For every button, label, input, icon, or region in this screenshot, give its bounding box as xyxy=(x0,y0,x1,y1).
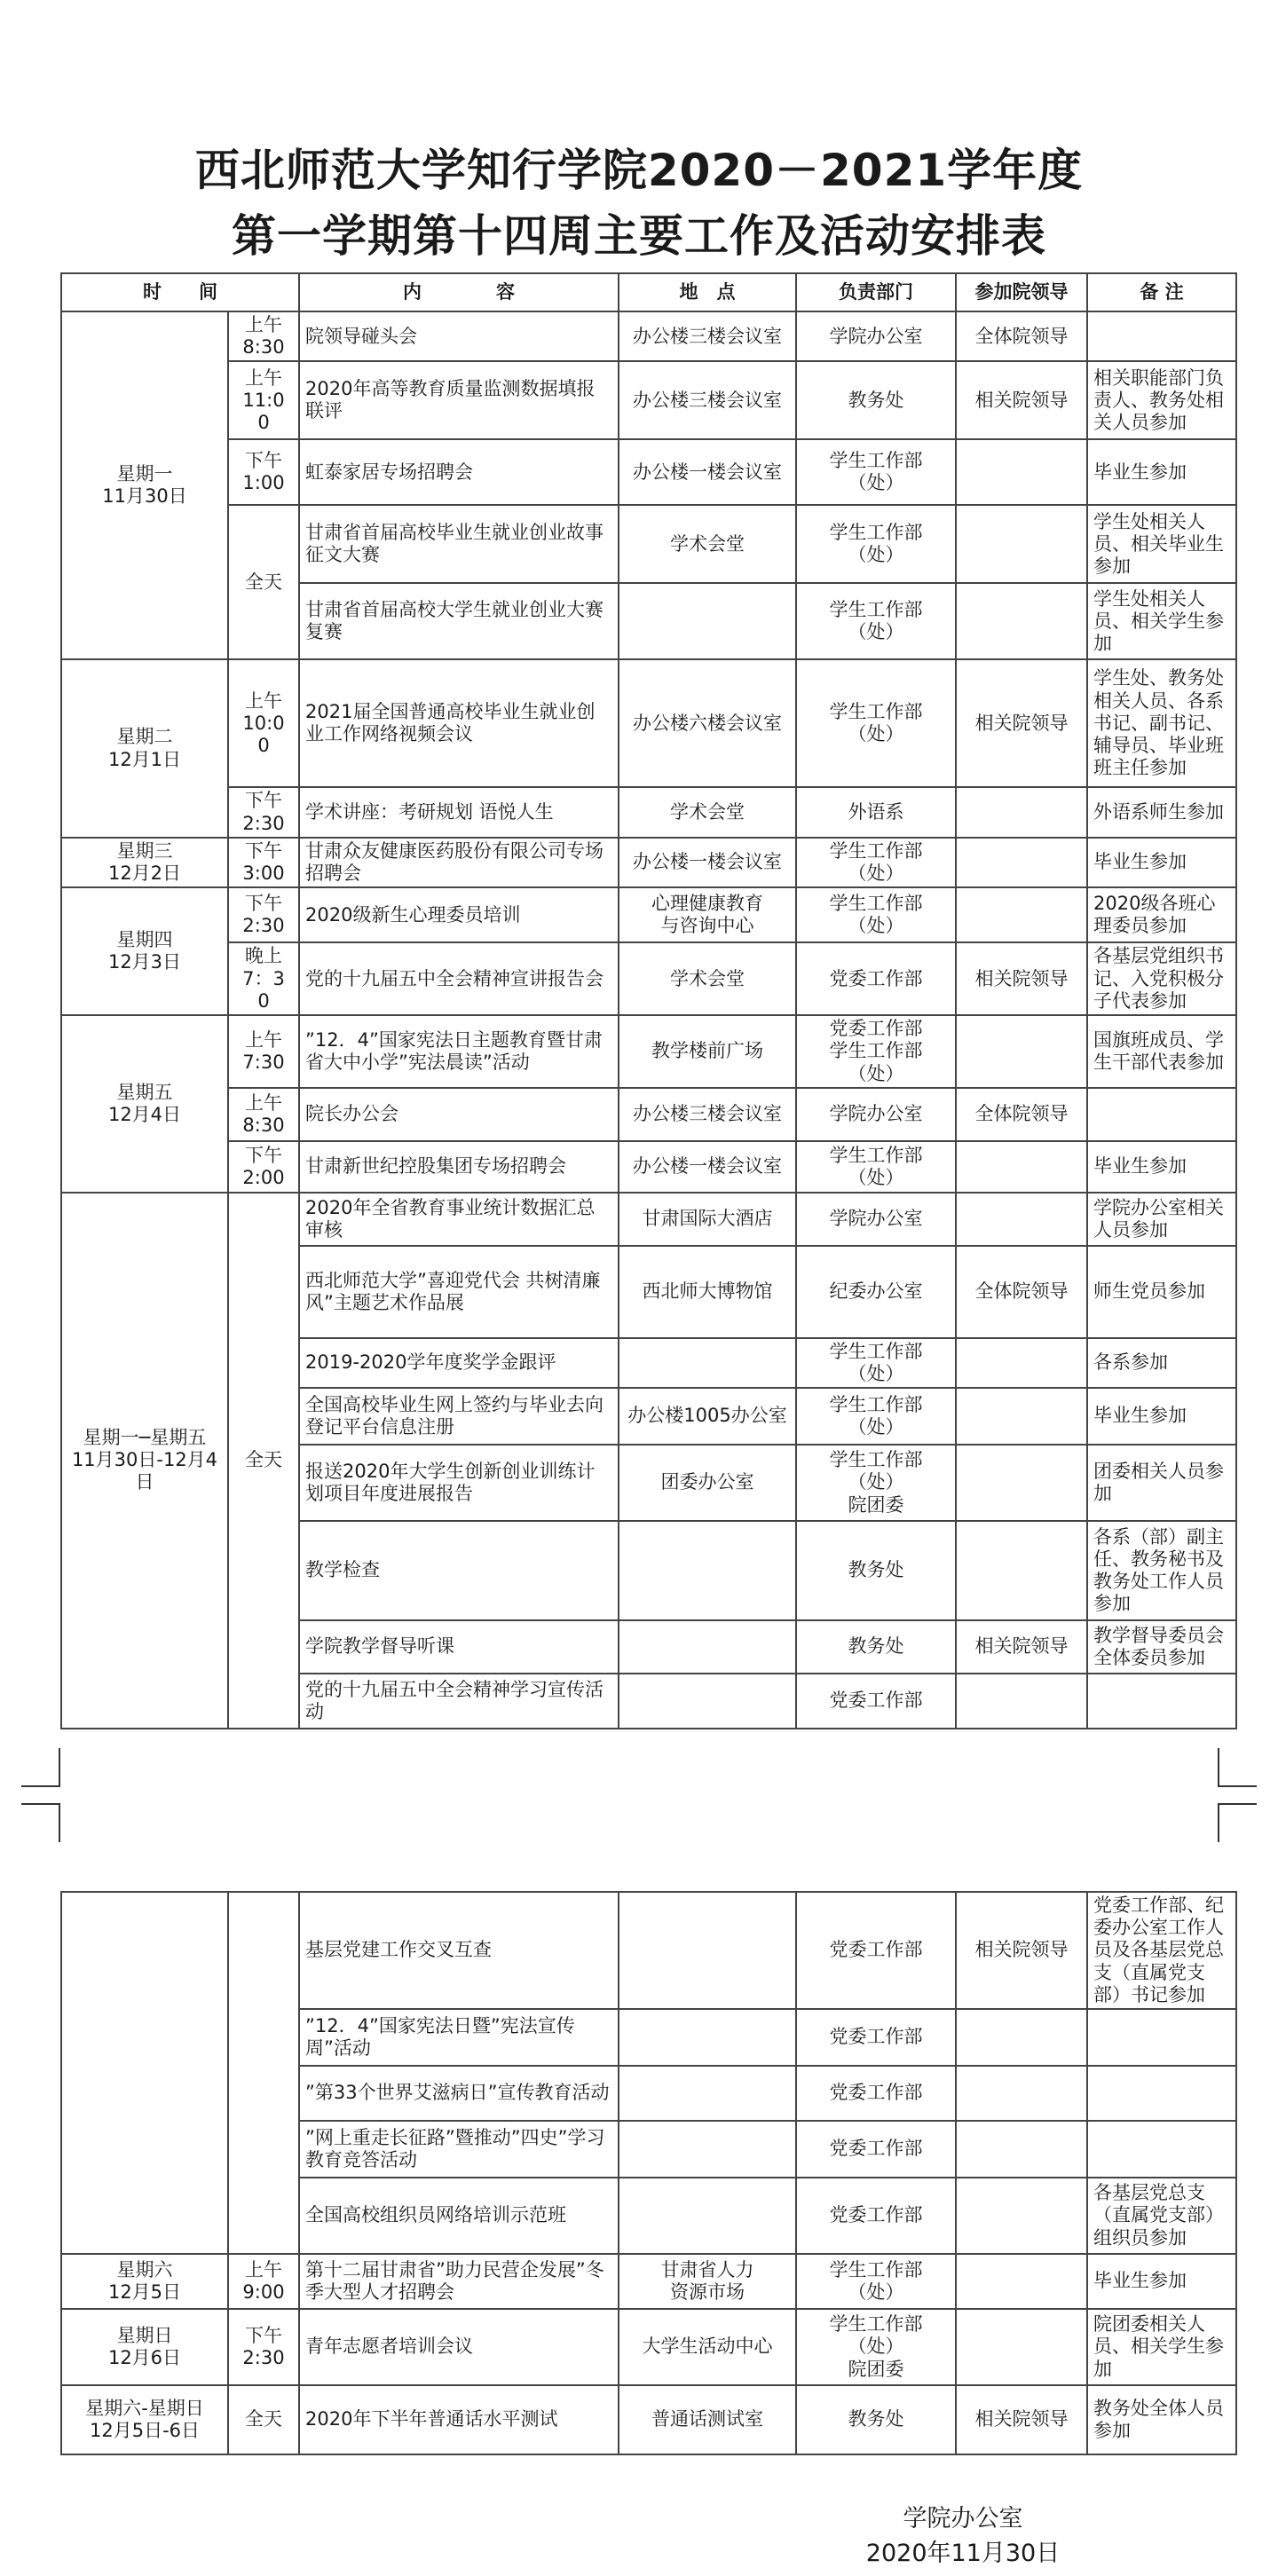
header-time: 时 间 xyxy=(61,273,299,311)
event-cell: 甘肃新世纪控股集团专场招聘会 xyxy=(299,1141,619,1193)
event-cell: ”12．4”国家宪法日暨”宪法宣传周”活动 xyxy=(299,2009,619,2066)
leader-cell xyxy=(956,1388,1087,1445)
dept-cell: 教务处 xyxy=(796,1521,956,1620)
dept-cell: 党委工作部 xyxy=(796,2121,956,2178)
schedule-table-page1 xyxy=(60,272,1237,1729)
header-content: 内 容 xyxy=(299,273,619,311)
leader-cell xyxy=(956,1674,1087,1729)
note-cell: 团委相关人员参加 xyxy=(1087,1445,1236,1521)
dept-cell: 学生工作部 （处） xyxy=(796,1338,956,1388)
leader-cell xyxy=(956,583,1087,659)
leader-cell xyxy=(956,2066,1087,2121)
note-cell xyxy=(1087,311,1236,361)
location-cell: 甘肃省人力 资源市场 xyxy=(619,2254,796,2309)
crop-mark xyxy=(21,1748,60,1787)
dept-cell: 党委工作部 xyxy=(796,1892,956,2009)
event-cell: 2019-2020学年度奖学金跟评 xyxy=(299,1338,619,1388)
time-slot: 上午 11:0 0 xyxy=(228,361,299,439)
location-cell: 心理健康教育 与咨询中心 xyxy=(619,887,796,942)
leader-cell: 相关院领导 xyxy=(956,659,1087,787)
location-cell: 学术会堂 xyxy=(619,505,796,583)
event-cell: 2020级新生心理委员培训 xyxy=(299,887,619,942)
note-cell: 国旗班成员、学生干部代表参加 xyxy=(1087,1015,1236,1088)
event-cell: 2020年下半年普通话水平测试 xyxy=(299,2385,619,2454)
leader-cell: 全体院领导 xyxy=(956,1088,1087,1141)
time-slot: 下午 2:30 xyxy=(228,787,299,837)
time-slot: 上午 7:30 xyxy=(228,1015,299,1088)
dept-cell: 学生工作部 （处） xyxy=(796,838,956,887)
location-cell: 团委办公室 xyxy=(619,1445,796,1521)
header-location: 地 点 xyxy=(619,273,796,311)
location-cell xyxy=(619,1620,796,1674)
location-cell: 大学生活动中心 xyxy=(619,2309,796,2385)
note-cell: 相关职能部门负责人、教务处相关人员参加 xyxy=(1087,361,1236,439)
time-slot: 全天 xyxy=(228,505,299,659)
note-cell xyxy=(1087,1088,1236,1141)
time-slot: 全天 xyxy=(228,1193,299,1729)
leader-cell: 相关院领导 xyxy=(956,1620,1087,1674)
crop-mark xyxy=(1218,1803,1257,1842)
event-cell: 甘肃众友健康医药股份有限公司专场招聘会 xyxy=(299,838,619,887)
dept-cell: 党委工作部 xyxy=(796,2066,956,2121)
note-cell: 院团委相关人员、相关学生参加 xyxy=(1087,2309,1236,2385)
location-cell: 办公楼一楼会议室 xyxy=(619,838,796,887)
day-cell: 星期二 12月1日 xyxy=(61,659,228,837)
leader-cell xyxy=(956,838,1087,887)
day-cell-continued xyxy=(61,1892,228,2254)
leader-cell xyxy=(956,1193,1087,1246)
location-cell: 教学楼前广场 xyxy=(619,1015,796,1088)
event-cell: 第十二届甘肃省”助力民营企发展”冬季大型人才招聘会 xyxy=(299,2254,619,2309)
leader-cell xyxy=(956,2254,1087,2309)
location-cell: 西北师大博物馆 xyxy=(619,1246,796,1338)
leader-cell xyxy=(956,2178,1087,2254)
location-cell: 办公楼三楼会议室 xyxy=(619,311,796,361)
leader-cell: 相关院领导 xyxy=(956,2385,1087,2454)
time-slot: 上午 10:0 0 xyxy=(228,659,299,787)
event-cell: 院领导碰头会 xyxy=(299,311,619,361)
location-cell: 学术会堂 xyxy=(619,942,796,1015)
note-cell: 师生党员参加 xyxy=(1087,1246,1236,1338)
page-break xyxy=(0,1727,1278,1891)
leader-cell: 相关院领导 xyxy=(956,1892,1087,2009)
location-cell: 甘肃国际大酒店 xyxy=(619,1193,796,1246)
location-cell xyxy=(619,1892,796,2009)
leader-cell xyxy=(956,887,1087,942)
dept-cell: 学院办公室 xyxy=(796,311,956,361)
note-cell: 教务处全体人员参加 xyxy=(1087,2385,1236,2454)
event-cell: 院长办公会 xyxy=(299,1088,619,1141)
dept-cell: 党委工作部 xyxy=(796,2009,956,2066)
leader-cell xyxy=(956,439,1087,505)
footer-office: 学院办公室 xyxy=(903,2505,1023,2533)
leader-cell xyxy=(956,2121,1087,2178)
time-slot: 下午 2:00 xyxy=(228,1141,299,1193)
time-slot: 全天 xyxy=(228,2385,299,2454)
event-cell: 2020年全省教育事业统计数据汇总审核 xyxy=(299,1193,619,1246)
time-slot: 上午 8:30 xyxy=(228,311,299,361)
dept-cell: 纪委办公室 xyxy=(796,1246,956,1338)
dept-cell: 党委工作部 xyxy=(796,2178,956,2254)
location-cell xyxy=(619,1521,796,1620)
dept-cell: 教务处 xyxy=(796,361,956,439)
header-note: 备 注 xyxy=(1087,273,1236,311)
note-cell: 各基层党组织书记、入党积极分子代表参加 xyxy=(1087,942,1236,1015)
dept-cell: 党委工作部 xyxy=(796,1674,956,1729)
location-cell: 办公楼三楼会议室 xyxy=(619,361,796,439)
day-cell: 星期日 12月6日 xyxy=(61,2309,228,2385)
event-cell: 党的十九届五中全会精神宣讲报告会 xyxy=(299,942,619,1015)
location-cell xyxy=(619,1338,796,1388)
leader-cell: 相关院领导 xyxy=(956,361,1087,439)
dept-cell: 党委工作部 xyxy=(796,942,956,1015)
event-cell: 学术讲座：考研规划 语悦人生 xyxy=(299,787,619,837)
location-cell xyxy=(619,2066,796,2121)
note-cell: 党委工作部、纪委办公室工作人员及各基层党总支（直属党支部）书记参加 xyxy=(1087,1892,1236,2009)
location-cell xyxy=(619,2009,796,2066)
leader-cell xyxy=(956,1015,1087,1088)
footer-date: 2020年11月30日 xyxy=(865,2540,1061,2567)
dept-cell: 学生工作部 （处） xyxy=(796,1141,956,1193)
note-cell: 毕业生参加 xyxy=(1087,838,1236,887)
dept-cell: 学院办公室 xyxy=(796,1193,956,1246)
time-slot: 上午 9:00 xyxy=(228,2254,299,2309)
leader-cell xyxy=(956,1521,1087,1620)
page-title-line1: 西北师范大学知行学院2020－2021学年度 xyxy=(194,145,1084,196)
page-title-line2: 第一学期第十四周主要工作及活动安排表 xyxy=(232,210,1046,262)
note-cell: 各系（部）副主任、教务秘书及教务处工作人员参加 xyxy=(1087,1521,1236,1620)
event-cell: 甘肃省首届高校大学生就业创业大赛复赛 xyxy=(299,583,619,659)
day-cell: 星期六-星期日 12月5日-6日 xyxy=(61,2385,228,2454)
event-cell: 青年志愿者培训会议 xyxy=(299,2309,619,2385)
note-cell xyxy=(1087,2066,1236,2121)
note-cell xyxy=(1087,1674,1236,1729)
event-cell: 学院教学督导听课 xyxy=(299,1620,619,1674)
note-cell: 毕业生参加 xyxy=(1087,2254,1236,2309)
time-slot: 下午 2:30 xyxy=(228,2309,299,2385)
event-cell: ”网上重走长征路”暨推动”四史”学习教育竞答活动 xyxy=(299,2121,619,2178)
event-cell: 2020年高等教育质量监测数据填报联评 xyxy=(299,361,619,439)
dept-cell: 学生工作部 （处） xyxy=(796,1388,956,1445)
event-cell: 西北师范大学”喜迎党代会 共树清廉风”主题艺术作品展 xyxy=(299,1246,619,1338)
time-slot: 上午 8:30 xyxy=(228,1088,299,1141)
leader-cell xyxy=(956,2309,1087,2385)
dept-cell: 教务处 xyxy=(796,1620,956,1674)
location-cell: 办公楼一楼会议室 xyxy=(619,439,796,505)
note-cell: 学生处相关人员、相关学生参加 xyxy=(1087,583,1236,659)
note-cell: 教学督导委员会全体委员参加 xyxy=(1087,1620,1236,1674)
event-cell: 报送2020年大学生创新创业训练计划项目年度进展报告 xyxy=(299,1445,619,1521)
event-cell: ”第33个世界艾滋病日”宣传教育活动 xyxy=(299,2066,619,2121)
header-dept: 负责部门 xyxy=(796,273,956,311)
note-cell: 外语系师生参加 xyxy=(1087,787,1236,837)
dept-cell: 党委工作部 学生工作部 （处） xyxy=(796,1015,956,1088)
dept-cell: 学生工作部 （处） 院团委 xyxy=(796,1445,956,1521)
schedule-table-page2 xyxy=(60,1891,1237,2455)
event-cell: 虹泰家居专场招聘会 xyxy=(299,439,619,505)
note-cell: 学院办公室相关人员参加 xyxy=(1087,1193,1236,1246)
event-cell: 全国高校组织员网络培训示范班 xyxy=(299,2178,619,2254)
note-cell xyxy=(1087,2121,1236,2178)
event-cell: 教学检查 xyxy=(299,1521,619,1620)
leader-cell xyxy=(956,1445,1087,1521)
time-slot: 下午 3:00 xyxy=(228,838,299,887)
dept-cell: 学生工作部 （处） xyxy=(796,505,956,583)
leader-cell: 全体院领导 xyxy=(956,311,1087,361)
time-slot-continued xyxy=(228,1892,299,2254)
event-cell: 全国高校毕业生网上签约与毕业去向登记平台信息注册 xyxy=(299,1388,619,1445)
location-cell: 办公楼六楼会议室 xyxy=(619,659,796,787)
note-cell: 毕业生参加 xyxy=(1087,439,1236,505)
time-slot: 下午 2:30 xyxy=(228,887,299,942)
event-cell: ”12．4”国家宪法日主题教育暨甘肃省大中小学”宪法晨读”活动 xyxy=(299,1015,619,1088)
event-cell: 基层党建工作交叉互查 xyxy=(299,1892,619,2009)
event-cell: 党的十九届五中全会精神学习宣传活动 xyxy=(299,1674,619,1729)
time-slot: 下午 1:00 xyxy=(228,439,299,505)
leader-cell xyxy=(956,1338,1087,1388)
note-cell: 各系参加 xyxy=(1087,1338,1236,1388)
crop-mark xyxy=(21,1803,60,1842)
note-cell xyxy=(1087,2009,1236,2066)
dept-cell: 学生工作部 （处） 院团委 xyxy=(796,2309,956,2385)
crop-mark xyxy=(1218,1748,1257,1787)
note-cell: 各基层党总支（直属党支部）组织员参加 xyxy=(1087,2178,1236,2254)
day-cell: 星期三 12月2日 xyxy=(61,838,228,887)
dept-cell: 外语系 xyxy=(796,787,956,837)
day-cell: 星期一─星期五 11月30日-12月4日 xyxy=(61,1193,228,1729)
day-cell: 星期六 12月5日 xyxy=(61,2254,228,2309)
leader-cell xyxy=(956,787,1087,837)
location-cell: 办公楼一楼会议室 xyxy=(619,1141,796,1193)
location-cell xyxy=(619,583,796,659)
note-cell: 毕业生参加 xyxy=(1087,1141,1236,1193)
leader-cell: 全体院领导 xyxy=(956,1246,1087,1338)
note-cell: 毕业生参加 xyxy=(1087,1388,1236,1445)
note-cell: 2020级各班心理委员参加 xyxy=(1087,887,1236,942)
location-cell: 学术会堂 xyxy=(619,787,796,837)
event-cell: 2021届全国普通高校毕业生就业创业工作网络视频会议 xyxy=(299,659,619,787)
note-cell: 学生处、教务处相关人员、各系书记、副书记、辅导员、毕业班班主任参加 xyxy=(1087,659,1236,787)
dept-cell: 学生工作部 （处） xyxy=(796,2254,956,2309)
time-slot: 晚上 7：3 0 xyxy=(228,942,299,1015)
day-cell: 星期一 11月30日 xyxy=(61,311,228,659)
dept-cell: 学生工作部 （处） xyxy=(796,583,956,659)
location-cell: 普通话测试室 xyxy=(619,2385,796,2454)
dept-cell: 学生工作部 （处） xyxy=(796,439,956,505)
dept-cell: 教务处 xyxy=(796,2385,956,2454)
leader-cell xyxy=(956,2009,1087,2066)
location-cell xyxy=(619,1674,796,1729)
dept-cell: 学生工作部 （处） xyxy=(796,659,956,787)
dept-cell: 学院办公室 xyxy=(796,1088,956,1141)
header-leader: 参加院领导 xyxy=(956,273,1087,311)
event-cell: 甘肃省首届高校毕业生就业创业故事征文大赛 xyxy=(299,505,619,583)
day-cell: 星期五 12月4日 xyxy=(61,1015,228,1193)
location-cell: 办公楼三楼会议室 xyxy=(619,1088,796,1141)
dept-cell: 学生工作部 （处） xyxy=(796,887,956,942)
location-cell xyxy=(619,2178,796,2254)
leader-cell: 相关院领导 xyxy=(956,942,1087,1015)
day-cell: 星期四 12月3日 xyxy=(61,887,228,1015)
leader-cell xyxy=(956,505,1087,583)
location-cell: 办公楼1005办公室 xyxy=(619,1388,796,1445)
note-cell: 学生处相关人员、相关毕业生参加 xyxy=(1087,505,1236,583)
leader-cell xyxy=(956,1141,1087,1193)
location-cell xyxy=(619,2121,796,2178)
